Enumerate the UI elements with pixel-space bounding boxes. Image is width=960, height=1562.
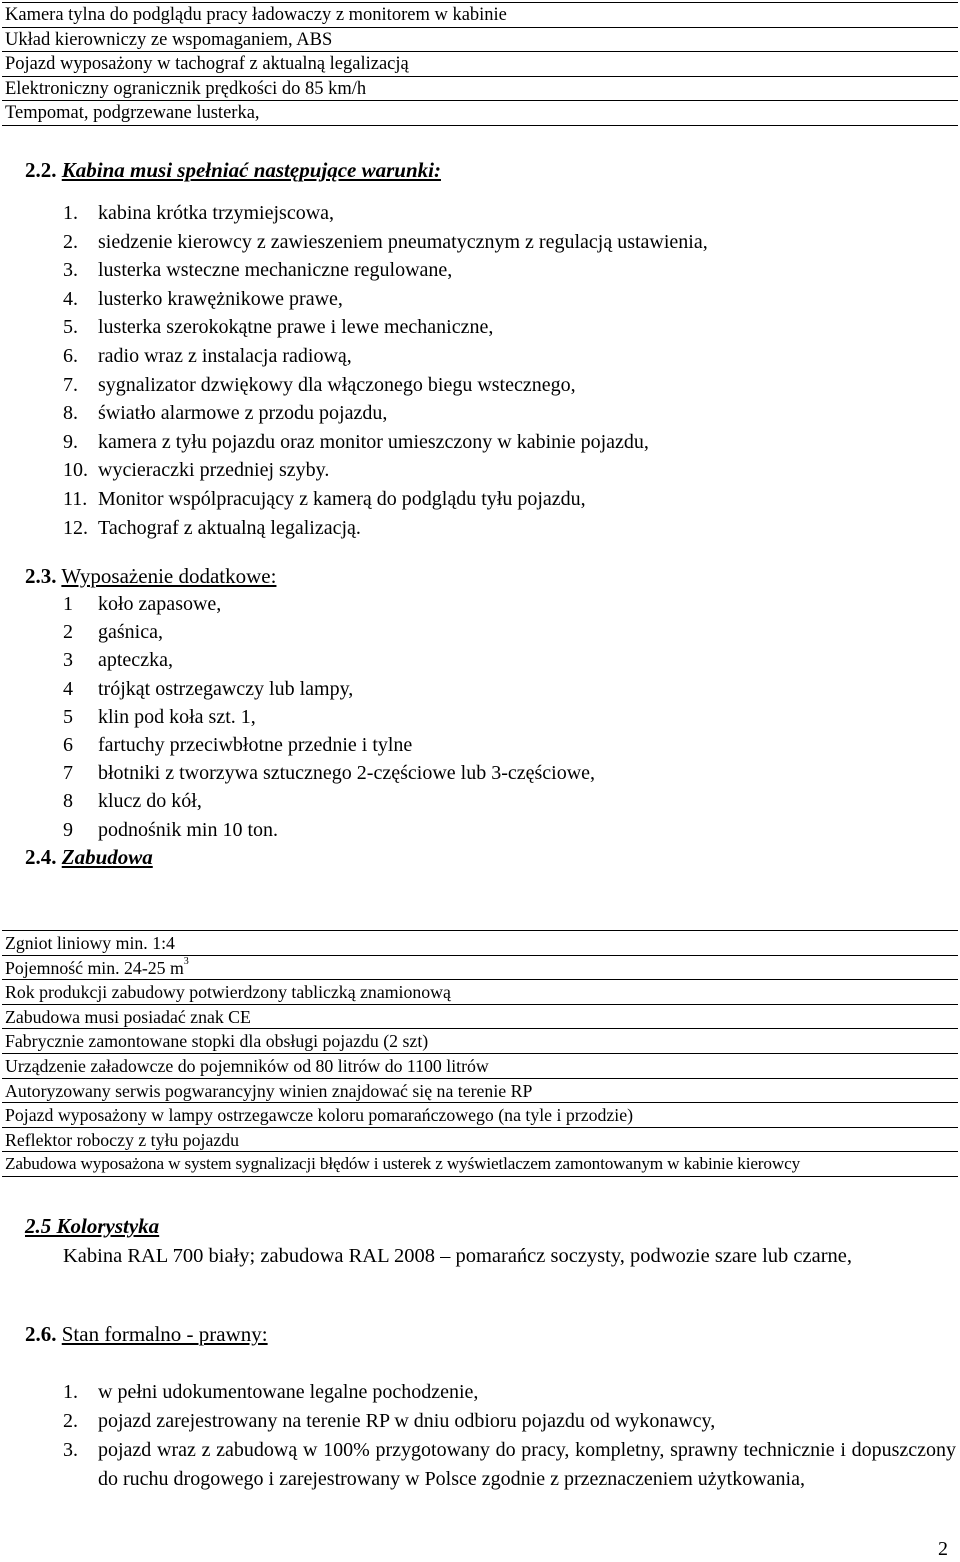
item-number: 1. xyxy=(63,1381,78,1403)
list-item xyxy=(63,618,595,646)
page-number: 2 xyxy=(938,1538,948,1560)
item-text: radio wraz z instalacja radiową, xyxy=(98,344,352,367)
table-row: Autoryzowany serwis pogwarancyjny winien znajdować się na terenie RP xyxy=(2,1079,958,1104)
superscript: 3 xyxy=(183,955,189,967)
table-row: Urządzenie załadowcze do pojemników od 80 litrów do 1100 litrów xyxy=(2,1054,958,1079)
item-text: lusterka szerokokątne prawe i lewe mechaniczne, xyxy=(98,316,494,339)
table-row: Zgniot liniowy min. 1:4 xyxy=(2,931,958,956)
list-item xyxy=(63,1378,956,1407)
section-title: 2.5 Kolorystyka xyxy=(25,1214,160,1238)
item-number: 1. xyxy=(63,202,78,224)
list-item xyxy=(63,313,708,342)
list-item xyxy=(63,759,595,787)
list-item xyxy=(63,371,708,400)
section-title: Kabina musi spełniać następujące warunki: xyxy=(61,158,441,182)
item-text: błotniki z tworzywa sztucznego 2-częściowe lub 3-częściowe, xyxy=(98,762,596,785)
item-number: 3. xyxy=(63,259,78,282)
section-number: 2.6. xyxy=(25,1322,57,1346)
item-text: kabina krótka trzymiejscowa, xyxy=(98,202,335,224)
body-specs-table xyxy=(2,930,958,1177)
item-text: Tachograf z aktualną legalizacją. xyxy=(98,516,361,539)
item-text: klucz do kół, xyxy=(98,790,202,813)
section-heading-cabin xyxy=(25,158,441,183)
item-number: 12. xyxy=(63,516,88,539)
item-text: lusterka wsteczne mechaniczne regulowane, xyxy=(98,259,453,282)
list-item xyxy=(63,485,708,514)
section-heading-colors xyxy=(25,1214,159,1239)
table-row: Układ kierowniczy ze wspomaganiem, ABS xyxy=(2,28,958,53)
table-row: Zabudowa wyposażona w system sygnalizacji błędów i usterek z wyświetlaczem zamontowanym w kabinie kierowcy xyxy=(2,1152,958,1177)
item-number: 7. xyxy=(63,373,78,396)
section-number: 2.2. xyxy=(25,158,57,182)
table-row: Fabrycznie zamontowane stopki dla obsługi pojazdu (2 szt) xyxy=(2,1029,958,1054)
item-text: wycieraczki przedniej szyby. xyxy=(98,459,330,482)
additional-equipment-list xyxy=(63,590,595,844)
section-title: Wyposażenie dodatkowe: xyxy=(61,564,277,588)
section-title: Zabudowa xyxy=(61,845,153,869)
table-row: Elektroniczny ogranicznik prędkości do 85 km/h xyxy=(2,77,958,102)
item-text: klin pod koła szt. 1, xyxy=(98,705,256,728)
list-item xyxy=(63,256,708,285)
section-title: Stan formalno - prawny: xyxy=(61,1322,268,1346)
table-row: Pojazd wyposażony w lampy ostrzegawcze koloru pomarańczowego (na tyle i przodzie) xyxy=(2,1103,958,1128)
list-item xyxy=(63,199,708,228)
item-number: 2 xyxy=(63,621,73,644)
list-item xyxy=(63,456,708,485)
list-item xyxy=(63,285,708,314)
list-item xyxy=(63,1436,956,1494)
cabin-requirements-list xyxy=(63,199,708,542)
item-text: siedzenie kierowcy z zawieszeniem pneumatycznym z regulacją ustawienia, xyxy=(98,230,708,253)
section-heading-legal xyxy=(25,1322,268,1347)
item-number: 10. xyxy=(63,459,88,482)
list-item xyxy=(63,428,708,457)
table-row: Zabudowa musi posiadać znak CE xyxy=(2,1005,958,1030)
item-text: pojazd wraz z zabudową w 100% przygotowany do pracy, kompletny, sprawny technicznie i dopuszczony do ruchu drogowego i zarejestrowany w Polsce zgodnie z przeznaczeniem użytkowania, xyxy=(98,1439,956,1490)
item-text: pojazd zarejestrowany na terenie RP w dniu odbioru pojazdu od wykonawcy, xyxy=(98,1410,716,1432)
item-number: 2. xyxy=(63,230,78,253)
colors-paragraph: Kabina RAL 700 biały; zabudowa RAL 2008 – pomarańcz soczysty, podwozie szare lub czarne, xyxy=(63,1245,852,1267)
item-number: 4. xyxy=(63,287,78,310)
section-number: 2.4. xyxy=(25,845,57,869)
list-item xyxy=(63,816,595,844)
list-item xyxy=(63,342,708,371)
table-row xyxy=(2,956,958,981)
section-heading-body xyxy=(25,845,153,870)
item-text: trójkąt ostrzegawczy lub lampy, xyxy=(98,677,354,700)
item-number: 4 xyxy=(63,677,73,700)
item-number: 8. xyxy=(63,402,78,425)
section-heading-equipment xyxy=(25,564,276,589)
item-text: apteczka, xyxy=(98,649,173,672)
item-text: gaśnica, xyxy=(98,621,163,644)
item-text: światło alarmowe z przodu pojazdu, xyxy=(98,402,388,425)
item-number: 5. xyxy=(63,316,78,339)
item-text: lusterko krawężnikowe prawe, xyxy=(98,287,343,310)
section-number: 2.3. xyxy=(25,564,57,588)
item-text: podnośnik min 10 ton. xyxy=(98,818,279,841)
item-number: 5 xyxy=(63,705,73,728)
item-text: Monitor wspólpracujący z kamerą do podglądu tyłu pojazdu, xyxy=(98,487,586,510)
capacity-text: Pojemność min. 24-25 m xyxy=(5,957,184,978)
table-row: Kamera tylna do podglądu pracy ładowaczy z monitorem w kabinie xyxy=(2,3,958,28)
list-item xyxy=(63,646,595,674)
item-text: sygnalizator dzwiękowy dla włączonego biegu wstecznego, xyxy=(98,373,576,396)
item-number: 11. xyxy=(63,487,88,510)
table-row: Rok produkcji zabudowy potwierdzony tabliczką znamionową xyxy=(2,980,958,1005)
item-number: 3 xyxy=(63,649,73,672)
table-row: Pojazd wyposażony w tachograf z aktualną legalizacją xyxy=(2,52,958,77)
table-row: Tempomat, podgrzewane lusterka, xyxy=(2,101,958,126)
list-item xyxy=(63,590,595,618)
item-number: 6. xyxy=(63,344,78,367)
list-item xyxy=(63,675,595,703)
item-number: 2. xyxy=(63,1410,78,1432)
item-text: fartuchy przeciwbłotne przednie i tylne xyxy=(98,733,413,756)
item-number: 9. xyxy=(63,430,78,453)
list-item xyxy=(63,399,708,428)
list-item xyxy=(63,787,595,815)
list-item xyxy=(63,228,708,257)
vehicle-features-table xyxy=(2,2,958,126)
legal-status-list xyxy=(63,1378,956,1494)
item-number: 6 xyxy=(63,733,73,756)
item-number: 7 xyxy=(63,762,73,785)
table-row: Reflektor roboczy z tyłu pojazdu xyxy=(2,1128,958,1153)
item-number: 1 xyxy=(63,593,73,615)
list-item xyxy=(63,731,595,759)
item-number: 8 xyxy=(63,790,73,813)
item-number: 3. xyxy=(63,1439,78,1461)
list-item xyxy=(63,514,708,543)
list-item xyxy=(63,703,595,731)
item-number: 9 xyxy=(63,818,73,841)
item-text: w pełni udokumentowane legalne pochodzenie, xyxy=(98,1381,479,1403)
item-text: kamera z tyłu pojazdu oraz monitor umieszczony w kabinie pojazdu, xyxy=(98,430,649,453)
list-item xyxy=(63,1407,956,1436)
item-text: koło zapasowe, xyxy=(98,593,222,615)
